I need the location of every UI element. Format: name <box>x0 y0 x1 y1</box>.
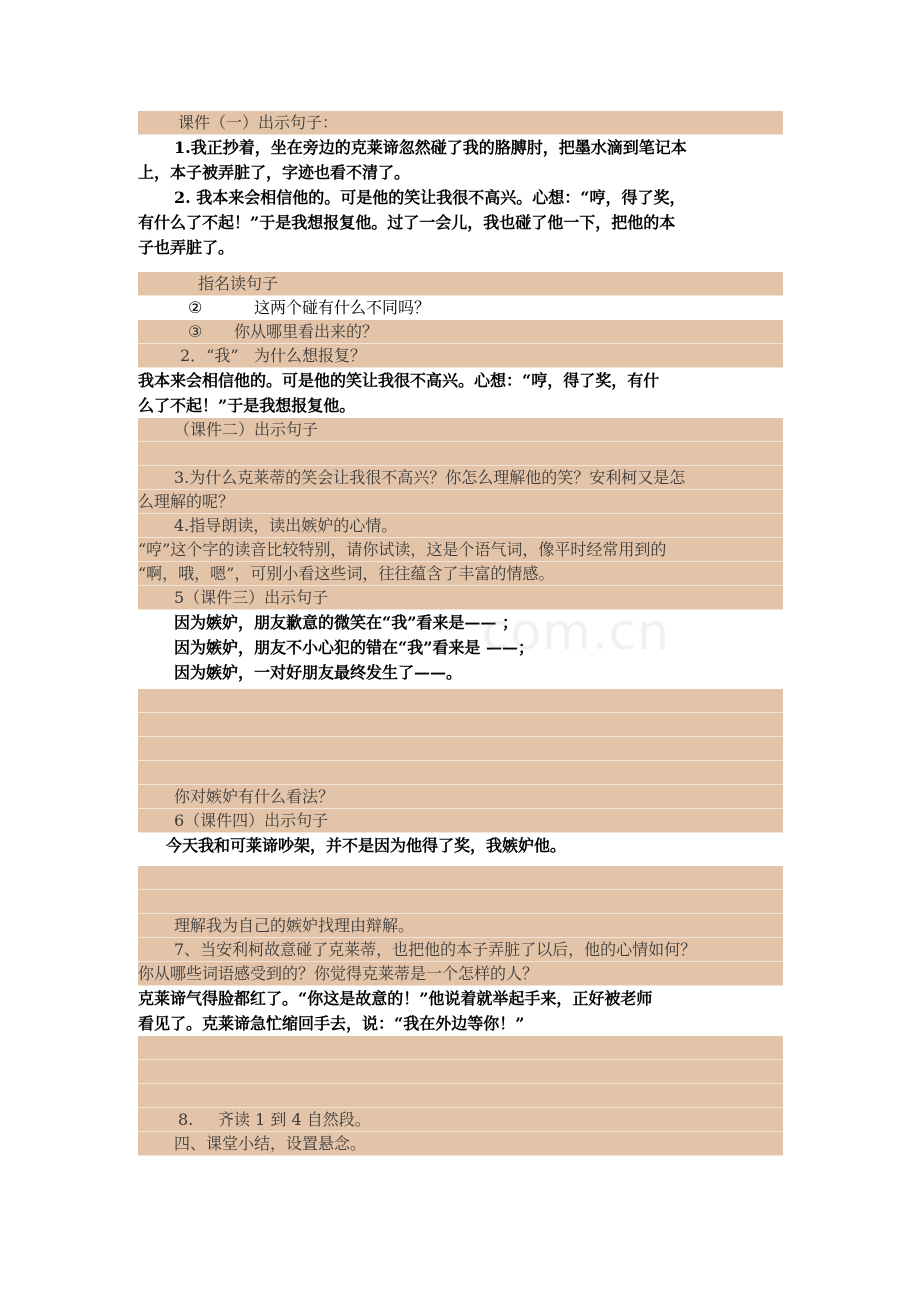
text-line <box>138 586 783 610</box>
line-text: “啊，哦，嗯”，可别小看这些词，往往蕴含了丰富的情感。 <box>138 564 555 583</box>
text-line <box>138 210 783 235</box>
line-text: 为什么想报复？ <box>254 346 367 365</box>
line-text: 4.指导朗读，读出嫉妒的心情。 <box>174 516 398 535</box>
line-text: 我本来会相信他的。可是他的笑让我很不高兴。心想：“哼，得了奖，有什 <box>138 371 660 390</box>
line-text: 7、当安利柯故意碰了克莱蒂，也把他的本子弄脏了以后，他的心情如何？ <box>174 940 697 959</box>
text-line <box>138 1132 783 1156</box>
blank-line <box>138 890 783 914</box>
text-line <box>138 135 783 160</box>
line-text: 指名读句子 <box>198 274 279 293</box>
text-line <box>138 635 783 660</box>
text-line <box>138 111 783 135</box>
line-text: 今天我和可莱谛吵架，并不是因为他得了奖，我嫉妒他。 <box>166 836 567 855</box>
line-text: 四、课堂小结，设置悬念。 <box>174 1134 367 1153</box>
line-text: 因为嫉妒，朋友歉意的微笑在“我”看来是—— ； <box>174 613 518 632</box>
line-text: 上，本子被弄脏了，字迹也看不清了。 <box>138 163 411 182</box>
spacer <box>138 260 783 272</box>
line-text: 么了不起！”于是我想报复他。 <box>138 396 356 415</box>
text-line <box>138 914 783 938</box>
line-number: 2．“我” <box>180 346 239 365</box>
blank-line <box>138 442 783 466</box>
line-text: 子也弄脏了。 <box>138 238 235 257</box>
line-text: 因为嫉妒，朋友不小心犯的错在“我”看来是 ——； <box>174 638 534 657</box>
line-text: 6（课件四）出示句子 <box>174 811 329 830</box>
line-text: 因为嫉妒，一对好朋友最终发生了——。 <box>174 663 463 682</box>
text-line <box>138 418 783 442</box>
blank-line <box>138 689 783 713</box>
text-line <box>138 490 783 514</box>
text-line <box>138 1108 783 1132</box>
blank-line <box>138 1036 783 1060</box>
line-text: （课件二）出示句子 <box>174 420 319 439</box>
line-text: 么理解的呢？ <box>138 492 235 511</box>
text-line <box>138 809 783 833</box>
line-text: “哼”这个字的读音比较特别，请你试读，这是个语气词，像平时经常用到的 <box>138 540 667 559</box>
line-number: 8. <box>178 1110 194 1129</box>
line-text: 2. 我本来会相信他的。可是他的笑让我很不高兴。心想：“哼，得了奖， <box>174 188 686 207</box>
text-line <box>138 368 783 393</box>
line-text: 理解我为自己的嫉妒找理由辩解。 <box>174 916 415 935</box>
text-line <box>138 938 783 962</box>
line-text: 你从哪些词语感受到的？你觉得克莱蒂是一个怎样的人？ <box>138 964 539 983</box>
text-line <box>138 562 783 586</box>
line-text: 你从哪里看出来的？ <box>234 322 379 341</box>
text-line <box>138 660 783 685</box>
text-line <box>138 466 783 490</box>
blank-line <box>138 713 783 737</box>
text-line <box>138 160 783 185</box>
line-text: 3.为什么克莱蒂的笑会让我很不高兴？你怎么理解他的笑？安利柯又是怎 <box>174 468 686 487</box>
text-line <box>138 235 783 260</box>
text-line <box>138 344 783 368</box>
text-line <box>138 610 783 635</box>
line-text: 看见了。克莱谛急忙缩回手去，说：“我在外边等你！” <box>138 1014 525 1033</box>
line-text: 克莱谛气得脸都红了。“你这是故意的！”他说着就举起手来，正好被老师 <box>138 989 653 1008</box>
line-text: 你对嫉妒有什么看法？ <box>174 787 335 806</box>
lesson-document <box>138 111 783 1156</box>
blank-line <box>138 866 783 890</box>
blank-line <box>138 737 783 761</box>
text-line <box>138 272 783 296</box>
text-line <box>138 785 783 809</box>
text-line <box>138 986 783 1011</box>
circled-number: ② <box>188 298 203 317</box>
line-text: 课件（一）出示句子： <box>178 113 339 132</box>
circled-number: ③ <box>188 322 203 341</box>
blank-line <box>138 1084 783 1108</box>
spacer <box>138 858 783 866</box>
text-line <box>138 962 783 986</box>
text-line <box>138 296 783 320</box>
line-text: 有什么了不起！”于是我想报复他。过了一会儿，我也碰了他一下，把他的本 <box>138 213 676 232</box>
text-line <box>138 538 783 562</box>
text-line <box>138 514 783 538</box>
line-text: 5（课件三）出示句子 <box>174 588 329 607</box>
text-line <box>138 185 783 210</box>
text-line <box>138 833 783 858</box>
text-line <box>138 393 783 418</box>
blank-line <box>138 761 783 785</box>
blank-line <box>138 1060 783 1084</box>
line-text: 这两个碰有什么不同吗？ <box>254 298 431 317</box>
text-line <box>138 320 783 344</box>
line-text: 1.我正抄着，坐在旁边的克莱谛忽然碰了我的胳膊肘，把墨水滴到笔记本 <box>174 138 687 157</box>
line-text: 齐读 1 到 4 自然段。 <box>218 1110 371 1129</box>
text-line <box>138 1011 783 1036</box>
